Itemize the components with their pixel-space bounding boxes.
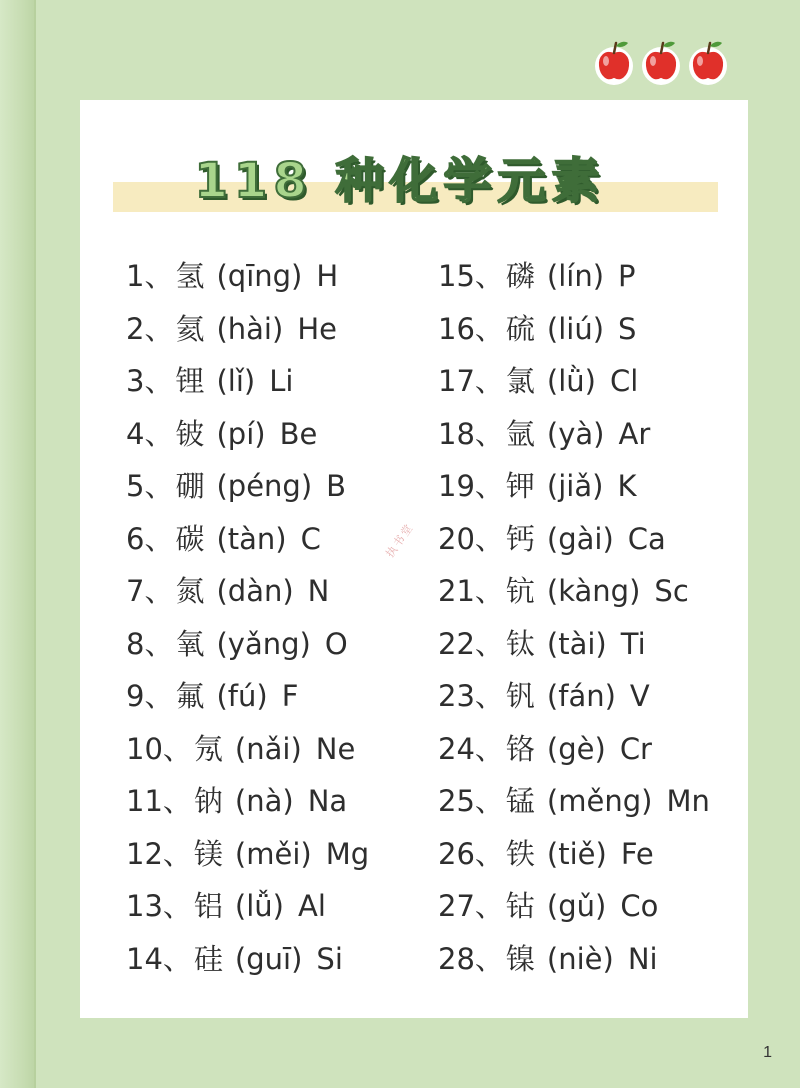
element-number: 14、 [126,941,192,976]
element-character: 钴 [505,889,535,923]
element-row [126,460,369,513]
apple-decoration [592,38,730,86]
element-row [438,618,710,671]
element-pinyin: (qīng) [216,259,303,293]
element-row [126,565,369,618]
element-row [438,250,710,303]
element-number: 12、 [126,836,192,871]
element-pinyin: (péng) [216,469,313,503]
element-number: 6、 [126,521,174,556]
element-row [438,408,710,461]
element-symbol: Al [298,889,326,923]
element-row [126,618,369,671]
element-number: 22、 [438,626,504,661]
element-pinyin: (liú) [546,311,605,346]
element-symbol: B [326,469,347,503]
element-character: 铬 [505,731,535,766]
element-symbol: V [629,679,650,713]
element-pinyin: (jiǎ) [546,469,604,503]
element-symbol: K [617,469,637,503]
book-spine [0,0,34,1088]
element-character: 铍 [175,416,205,451]
element-pinyin: (lǐ) [216,364,256,398]
element-symbol: Mn [666,784,710,818]
element-row [438,880,710,933]
element-pinyin: (lín) [546,259,605,293]
element-symbol: Ar [618,416,651,451]
element-row [438,303,710,356]
element-symbol: Cr [619,731,652,766]
element-row [438,723,710,776]
element-character: 硫 [505,311,535,346]
element-symbol: S [618,311,637,346]
element-number: 16、 [438,311,504,346]
element-pinyin: (fán) [546,679,616,713]
element-character: 钾 [505,469,535,503]
element-symbol: He [297,311,337,346]
element-number: 3、 [126,364,174,398]
element-row [126,670,369,723]
element-pinyin: (hài) [216,311,284,346]
apple-icon [592,38,636,86]
element-character: 镍 [505,941,535,976]
element-number: 27、 [438,889,504,923]
element-number: 8、 [126,626,174,661]
element-row [438,460,710,513]
element-row [126,355,369,408]
element-symbol: Li [269,364,294,398]
element-symbol: O [324,626,348,661]
element-number: 19、 [438,469,504,503]
element-character: 钪 [505,574,535,608]
content-card [80,100,748,1018]
element-pinyin: (yà) [546,416,605,451]
element-pinyin: (dàn) [216,574,294,608]
elements-list-right [438,250,710,985]
element-number: 20、 [438,521,504,556]
element-number: 13、 [126,889,192,923]
element-pinyin: (gè) [546,731,606,766]
element-number: 21、 [438,574,504,608]
element-symbol: Sc [654,574,689,608]
element-symbol: C [300,521,321,556]
element-row [126,250,369,303]
watermark: 执书堂 [383,520,417,560]
element-pinyin: (lǚ) [234,889,284,923]
element-row [126,828,369,881]
apple-icon [639,38,683,86]
element-pinyin: (tiě) [546,836,607,871]
element-symbol: F [281,679,299,713]
elements-list-left [126,250,369,985]
element-character: 钙 [505,521,535,556]
element-number: 23、 [438,679,504,713]
element-row [126,880,369,933]
element-symbol: Be [279,416,318,451]
element-symbol: Ni [627,941,658,976]
element-number: 7、 [126,574,174,608]
page-number: 1 [763,1044,772,1061]
element-pinyin: (guī) [234,941,303,976]
element-row [126,723,369,776]
element-pinyin: (měi) [234,836,312,871]
element-character: 铝 [193,889,223,923]
element-row [126,303,369,356]
element-symbol: Ca [627,521,666,556]
element-symbol: Fe [620,836,654,871]
element-number: 4、 [126,416,174,451]
element-row [126,933,369,986]
element-pinyin: (kàng) [546,574,641,608]
element-pinyin: (lǜ) [546,364,596,398]
element-number: 17、 [438,364,504,398]
element-number: 2、 [126,311,174,346]
element-pinyin: (pí) [216,416,266,451]
element-symbol: Ne [315,731,356,766]
element-number: 5、 [126,469,174,503]
element-number: 26、 [438,836,504,871]
element-row [438,513,710,566]
element-character: 硅 [193,941,223,976]
element-character: 钒 [505,679,535,713]
element-symbol: Co [620,889,659,923]
element-symbol: Ti [620,626,646,661]
element-pinyin: (yǎng) [216,626,311,661]
element-symbol: Si [316,941,343,976]
element-number: 24、 [438,731,504,766]
element-character: 磷 [505,259,535,293]
element-row [438,565,710,618]
element-character: 钠 [193,784,223,818]
element-pinyin: (měng) [546,784,653,818]
element-pinyin: (gài) [546,521,614,556]
element-symbol: Na [307,784,348,818]
element-pinyin: (nǎi) [234,731,302,766]
element-symbol: P [618,259,636,293]
page-title: 118 种化学元素 [194,153,606,209]
element-number: 15、 [438,259,504,293]
spine-divider [34,0,36,1088]
element-character: 氟 [175,679,205,713]
element-character: 氦 [175,311,205,346]
element-character: 氮 [175,574,205,608]
element-number: 1、 [126,259,174,293]
element-pinyin: (fú) [216,679,268,713]
element-character: 锰 [505,784,535,818]
element-pinyin: (niè) [546,941,614,976]
apple-icon [686,38,730,86]
element-symbol: Cl [610,364,639,398]
element-character: 镁 [193,836,223,871]
element-symbol: H [316,259,339,293]
element-number: 10、 [126,731,192,766]
element-row [126,408,369,461]
element-row [126,775,369,828]
element-pinyin: (gǔ) [546,889,607,923]
element-number: 25、 [438,784,504,818]
element-character: 碳 [175,521,205,556]
element-character: 氩 [505,416,535,451]
element-character: 硼 [175,469,205,503]
element-pinyin: (tài) [546,626,607,661]
element-symbol: N [307,574,330,608]
element-character: 铁 [505,836,535,871]
element-row [438,828,710,881]
element-row [438,775,710,828]
element-number: 28、 [438,941,504,976]
element-character: 氧 [175,626,205,661]
element-number: 9、 [126,679,174,713]
element-character: 氢 [175,259,205,293]
element-character: 锂 [175,364,205,398]
element-symbol: Mg [325,836,370,871]
element-character: 氖 [193,731,223,766]
element-row [438,933,710,986]
element-number: 18、 [438,416,504,451]
element-character: 钛 [505,626,535,661]
element-row [438,355,710,408]
element-pinyin: (tàn) [216,521,287,556]
element-row [438,670,710,723]
element-pinyin: (nà) [234,784,294,818]
element-number: 11、 [126,784,192,818]
element-row [126,513,369,566]
element-character: 氯 [505,364,535,398]
